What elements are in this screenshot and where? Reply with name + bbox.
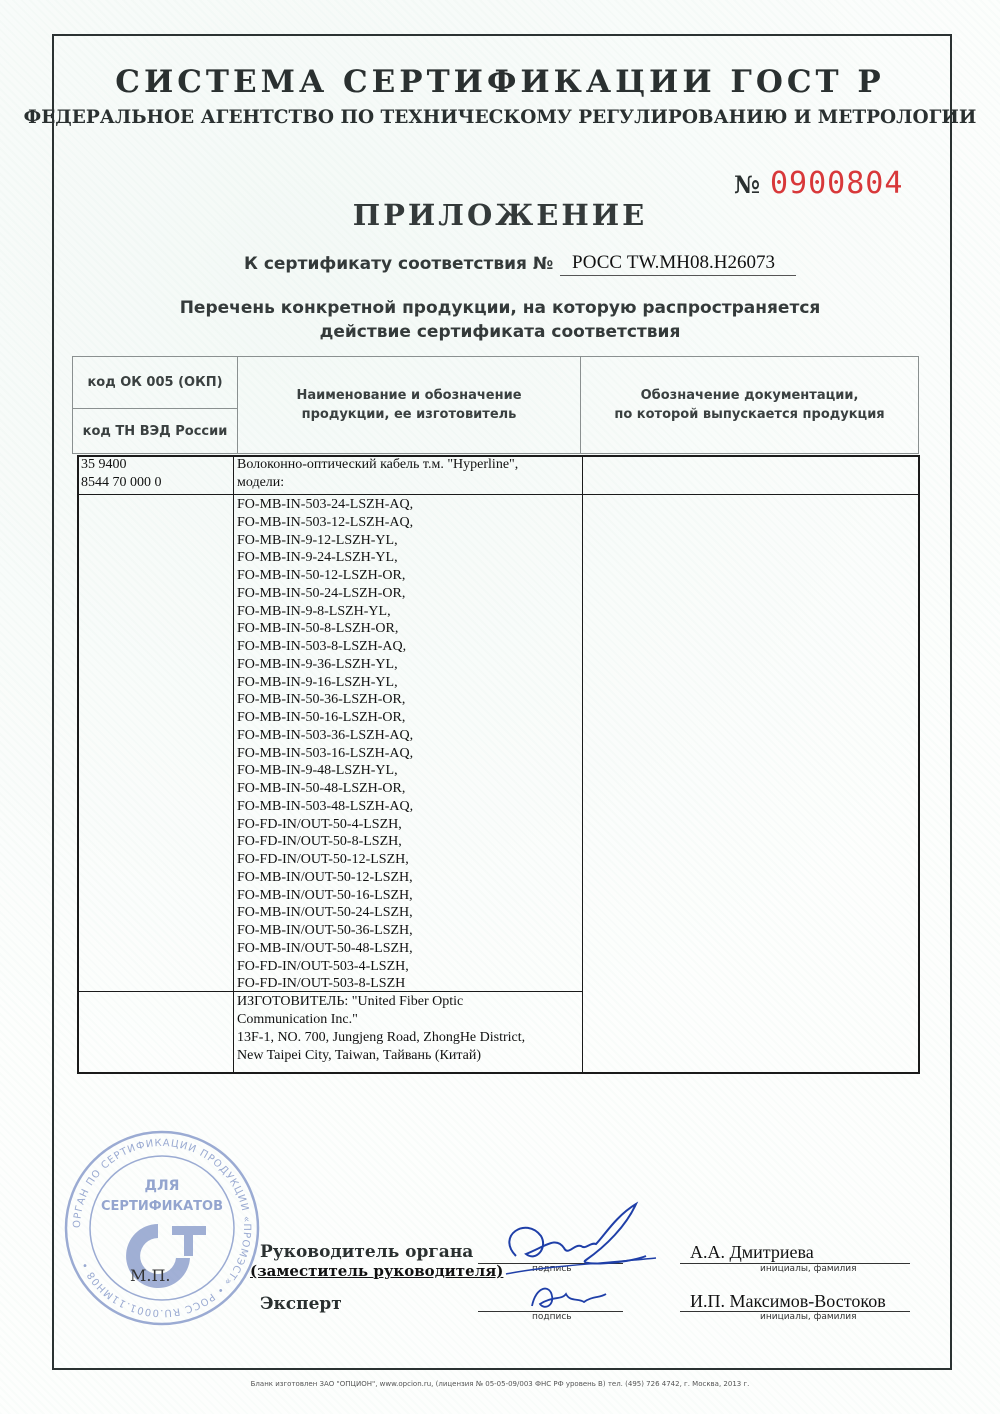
system-title: СИСТЕМА СЕРТИФИКАЦИИ ГОСТ Р xyxy=(115,64,885,100)
model-item: FO-FD-IN/OUT-503-8-LSZH xyxy=(237,976,406,992)
header-code-okp: код ОК 005 (ОКП) xyxy=(73,357,237,409)
serial-number-label: № xyxy=(734,170,761,199)
model-item: FO-MB-IN/OUT-50-36-LSZH, xyxy=(237,923,413,938)
certificate-number-underline xyxy=(560,275,796,276)
agency-title: ФЕДЕРАЛЬНОЕ АГЕНТСТВО ПО ТЕХНИЧЕСКОМУ РЕГУЛИРОВАНИЮ И МЕТРОЛОГИИ xyxy=(23,107,977,128)
model-item: FO-MB-IN-9-36-LSZH-YL, xyxy=(237,656,398,672)
model-item: FO-MB-IN-503-16-LSZH-AQ, xyxy=(237,745,414,761)
expert-name: И.П. Максимов-Востоков xyxy=(690,1291,886,1311)
list-title-line-2: действие сертификата соответствия xyxy=(319,322,681,342)
model-item: FO-MB-IN-9-8-LSZH-YL, xyxy=(237,603,391,619)
model-item: FO-MB-IN-50-16-LSZH-OR, xyxy=(237,710,406,725)
model-item: FO-FD-IN/OUT-50-4-LSZH, xyxy=(237,816,402,832)
product-name-line-1: Волоконно-оптический кабель т.м. "Hyperline", xyxy=(237,457,519,472)
column-divider xyxy=(582,457,583,1072)
column-divider xyxy=(233,457,234,1072)
certificate-label: К сертификату соответствия № xyxy=(244,254,554,274)
model-item: FO-MB-IN-503-24-LSZH-AQ, xyxy=(237,497,414,512)
head-signature-caption: подпись xyxy=(532,1264,572,1274)
header-product-name xyxy=(238,357,581,453)
head-name-caption: инициалы, фамилия xyxy=(760,1264,857,1274)
model-item: FO-MB-IN-50-8-LSZH-OR, xyxy=(237,621,399,637)
document-heading: ПРИЛОЖЕНИЕ xyxy=(352,198,648,232)
code-okp: 35 9400 xyxy=(81,457,127,472)
table-header xyxy=(72,356,919,454)
header-documentation-line-2: по которой выпускается продукция xyxy=(614,407,885,422)
model-item: FO-MB-IN-9-24-LSZH-YL, xyxy=(237,550,398,566)
manufacturer xyxy=(237,993,577,1065)
model-item: FO-MB-IN/OUT-50-12-LSZH, xyxy=(237,869,413,885)
expert-role-label: Эксперт xyxy=(260,1294,342,1314)
header-code-tnved: код ТН ВЭД России xyxy=(82,423,228,439)
head-name: А.А. Дмитриева xyxy=(690,1242,814,1262)
model-item: FO-MB-IN-50-48-LSZH-OR, xyxy=(237,781,406,796)
manufacturer-line-1: ИЗГОТОВИТЕЛЬ: "United Fiber Optic xyxy=(237,994,464,1009)
header-codes-column xyxy=(73,357,238,453)
serial-number: 0900804 xyxy=(770,166,904,201)
model-item: FO-FD-IN/OUT-503-4-LSZH, xyxy=(237,958,409,974)
product-codes xyxy=(81,456,162,492)
model-item: FO-FD-IN/OUT-50-8-LSZH, xyxy=(237,834,402,850)
head-role-label: Руководитель органа xyxy=(260,1242,474,1262)
model-item: FO-MB-IN-503-48-LSZH-AQ, xyxy=(237,798,414,814)
list-title-line-1: Перечень конкретной продукции, на которую распространяется xyxy=(179,298,821,318)
svg-text:ОРГАН ПО СЕРТИФИКАЦИИ ПРОДУКЦИ xyxy=(72,1138,252,1318)
table-body xyxy=(77,455,920,1074)
footer-print-note: Бланк изготовлен ЗАО "ОПЦИОН", www.opcion.ru, (лицензия № 05-05-09/003 ФНС РФ уровень В) тел. (495) 726 4742, г. Москва, 2013 г. xyxy=(250,1380,750,1388)
list-title xyxy=(0,296,1000,344)
product-name-line-2: модели: xyxy=(237,475,285,490)
model-item: FO-MB-IN-9-12-LSZH-YL, xyxy=(237,532,398,548)
header-product-name-line-2: продукции, ее изготовитель xyxy=(301,407,517,422)
stamp-place-label: М.П. xyxy=(130,1266,171,1285)
stamp-ring-text: ОРГАН ПО СЕРТИФИКАЦИИ ПРОДУКЦИИ «ПРОМЭСТ» • РОСС RU.0001.11МН08 • xyxy=(71,1137,253,1319)
model-list xyxy=(237,496,413,993)
code-tnved: 8544 70 000 0 xyxy=(81,475,162,490)
expert-signature-caption: подпись xyxy=(532,1312,572,1322)
header-documentation-line-1: Обозначение документации, xyxy=(640,388,859,403)
deputy-role-label: (заместитель руководителя) xyxy=(250,1262,504,1280)
model-item: FO-MB-IN-503-36-LSZH-AQ, xyxy=(237,727,414,743)
product-name xyxy=(237,456,577,492)
model-item: FO-MB-IN-9-48-LSZH-YL, xyxy=(237,763,398,779)
model-item: FO-MB-IN-50-12-LSZH-OR, xyxy=(237,568,406,583)
expert-signature xyxy=(522,1276,612,1316)
certificate-number: РОСС TW.МН08.Н26073 xyxy=(572,252,775,273)
stamp-seal xyxy=(62,1128,262,1328)
model-item: FO-MB-IN/OUT-50-48-LSZH, xyxy=(237,940,413,956)
stamp-text-top: ДЛЯ xyxy=(144,1178,180,1194)
model-item: FO-MB-IN-50-36-LSZH-OR, xyxy=(237,692,406,708)
model-item: FO-MB-IN/OUT-50-24-LSZH, xyxy=(237,905,413,921)
row-divider xyxy=(79,494,918,495)
expert-name-caption: инициалы, фамилия xyxy=(760,1312,857,1322)
header-documentation xyxy=(581,357,918,453)
header-product-name-line-1: Наименование и обозначение xyxy=(296,388,522,403)
model-item: FO-FD-IN/OUT-50-12-LSZH, xyxy=(237,852,409,867)
manufacturer-line-2: Communication Inc." xyxy=(237,1012,358,1027)
stamp-text-middle: СЕРТИФИКАТОВ xyxy=(101,1199,223,1214)
model-item: FO-MB-IN-50-24-LSZH-OR, xyxy=(237,585,406,601)
model-item: FO-MB-IN/OUT-50-16-LSZH, xyxy=(237,887,413,903)
head-signature xyxy=(486,1196,666,1286)
model-item: FO-MB-IN-503-12-LSZH-AQ, xyxy=(237,514,414,530)
manufacturer-line-3: 13F-1, NO. 700, Jungjeng Road, ZhongHe District, xyxy=(237,1030,526,1045)
model-item: FO-MB-IN-9-16-LSZH-YL, xyxy=(237,674,398,690)
model-item: FO-MB-IN-503-8-LSZH-AQ, xyxy=(237,639,407,654)
manufacturer-line-4: New Taipei City, Taiwan, Тайвань (Китай) xyxy=(237,1048,481,1063)
